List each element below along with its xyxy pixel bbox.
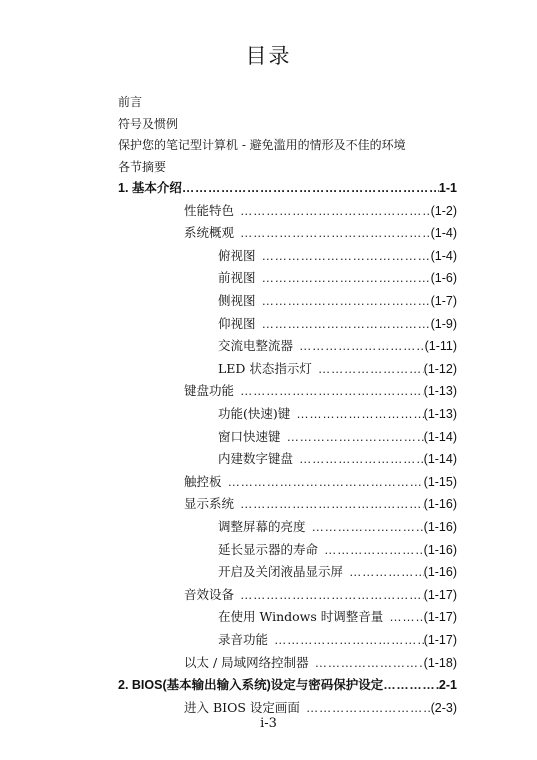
toc-entry[interactable] [218, 427, 457, 445]
toc-entry-title: 仰视图 [218, 315, 256, 331]
intro-item: 各节摘要 [118, 159, 167, 174]
toc-entry[interactable] [184, 653, 457, 671]
toc-entry-title: 在使用 Windows 时调整音量 [218, 609, 384, 625]
toc-page-number: (1-15) [423, 474, 457, 489]
page-title: 目录 [245, 44, 292, 68]
toc-entry[interactable] [218, 268, 457, 286]
toc-entry-title: 内建数字键盘 [218, 451, 294, 467]
toc-page-number: (1-2) [430, 203, 457, 218]
toc-entry-title: 以太 / 局域网络控制器 [184, 654, 309, 670]
toc-entry-title: 1. 基本介绍 [118, 181, 182, 195]
toc-chapter[interactable] [118, 675, 457, 693]
toc-page-number: (1-4) [430, 226, 457, 241]
toc-entry-title: 触控板 [184, 473, 222, 489]
toc-page-number: (1-16) [423, 542, 457, 557]
toc-leader-dots [256, 294, 431, 308]
toc-entry[interactable] [218, 404, 457, 422]
toc-leader-dots [256, 271, 431, 285]
toc-leader-dots [309, 656, 424, 670]
toc-page-number: (1-7) [430, 294, 457, 308]
page-number: i-3 [260, 716, 277, 731]
toc-page-number: (1-18) [423, 655, 457, 670]
toc-entry[interactable] [218, 540, 457, 558]
toc-leader-dots [306, 520, 424, 534]
toc-entry-title: 性能特色 [184, 202, 235, 218]
intro-item: 前言 [118, 95, 143, 109]
toc-page-number: 1-1 [438, 181, 457, 195]
toc-entry[interactable] [184, 223, 457, 241]
toc-entry-title: 录音功能 [218, 632, 269, 647]
toc-entry[interactable] [218, 607, 457, 625]
toc-entry-title: 前视图 [218, 270, 256, 286]
toc-leader-dots [290, 407, 423, 421]
toc-leader-dots [182, 181, 439, 195]
toc-entry-title: 功能(快速)键 [218, 406, 291, 421]
toc-leader-dots [234, 497, 424, 511]
toc-entry-title: 调整屏幕的亮度 [218, 519, 306, 534]
toc-page-number: (1-12) [423, 361, 457, 376]
toc-page-number: (1-6) [430, 271, 457, 286]
toc-entry[interactable] [218, 449, 457, 467]
intro-item: 保护您的笔记型计算机 - 避免滥用的情形及不佳的环境 [118, 138, 406, 153]
toc-leader-dots [383, 610, 423, 624]
toc-page-number: (1-9) [430, 316, 457, 331]
toc-page-number: (1-16) [423, 565, 457, 580]
toc-leader-dots [300, 701, 431, 715]
toc-entry-title: 延长显示器的寿命 [218, 541, 319, 557]
toc-entry-title: 交流电整流器 [218, 338, 294, 354]
toc-entry-title: 窗口快速键 [218, 428, 281, 444]
toc-leader-dots [234, 226, 431, 240]
toc-entry-title: 系统概观 [184, 225, 235, 241]
toc-entry[interactable] [184, 381, 457, 399]
intro-list [118, 92, 406, 178]
toc-page-number: 2-1 [438, 678, 457, 693]
intro-item: 符号及惯例 [118, 116, 179, 131]
toc-entry-title: 开启及关闭液晶显示屏 [218, 564, 344, 580]
toc-leader-dots [256, 317, 431, 331]
toc-leader-dots [268, 633, 424, 647]
toc-page-number: (1-14) [423, 429, 457, 444]
toc-entry[interactable] [218, 336, 457, 354]
toc-chapter[interactable] [118, 178, 457, 196]
toc-page-number: (1-14) [423, 452, 457, 467]
toc-entry[interactable] [184, 472, 457, 490]
toc-page-number: (1-17) [423, 610, 457, 625]
toc-entry[interactable] [184, 494, 457, 512]
toc-leader-dots [234, 384, 424, 398]
toc-entry-title: 显示系统 [184, 496, 235, 512]
toc-page-number: (1-13) [423, 407, 457, 421]
toc-leader-dots [234, 588, 424, 602]
toc-page-number: (1-11) [424, 339, 457, 354]
toc-leader-dots [293, 339, 425, 353]
toc-leader-dots [318, 543, 424, 557]
toc-entry[interactable] [218, 359, 457, 377]
toc-leader-dots [383, 678, 439, 692]
toc-page-number: (1-16) [423, 497, 457, 512]
toc-page-number: (2-3) [430, 700, 457, 715]
toc-page-number: (1-17) [423, 587, 457, 602]
toc-leader-dots [256, 249, 431, 263]
toc-entry-title: 2. BIOS(基本输出输入系统)设定与密码保护设定 [118, 678, 384, 693]
toc-entry[interactable] [218, 517, 457, 535]
toc-leader-dots [234, 204, 431, 218]
toc-page-number: (1-17) [423, 633, 457, 647]
toc-entry-title: 键盘功能 [184, 383, 235, 399]
toc-page-number: (1-13) [423, 384, 457, 399]
toc-entry-title: LED 状态指示灯 [218, 360, 312, 376]
toc-entry[interactable] [184, 201, 457, 219]
toc-leader-dots [222, 475, 424, 489]
toc-entry[interactable] [184, 585, 457, 603]
toc-leader-dots [281, 430, 424, 444]
toc-entry[interactable] [218, 630, 457, 648]
toc-leader-dots [312, 362, 424, 376]
toc-entry[interactable] [218, 314, 457, 332]
toc-leader-dots [293, 452, 424, 466]
toc-entry-title: 音效设备 [184, 586, 235, 602]
toc-page-number: (1-16) [423, 520, 457, 534]
toc-entry-title: 俯视图 [218, 247, 256, 263]
toc-entry[interactable] [218, 291, 457, 309]
toc-page-number: (1-4) [430, 248, 457, 263]
toc-entry[interactable] [184, 698, 457, 716]
toc-entry[interactable] [218, 562, 457, 580]
toc-entry-title: 侧视图 [218, 293, 256, 308]
toc-entry[interactable] [218, 246, 457, 264]
toc-leader-dots [343, 565, 424, 579]
toc-entry-title: 进入 BIOS 设定画面 [184, 699, 300, 715]
